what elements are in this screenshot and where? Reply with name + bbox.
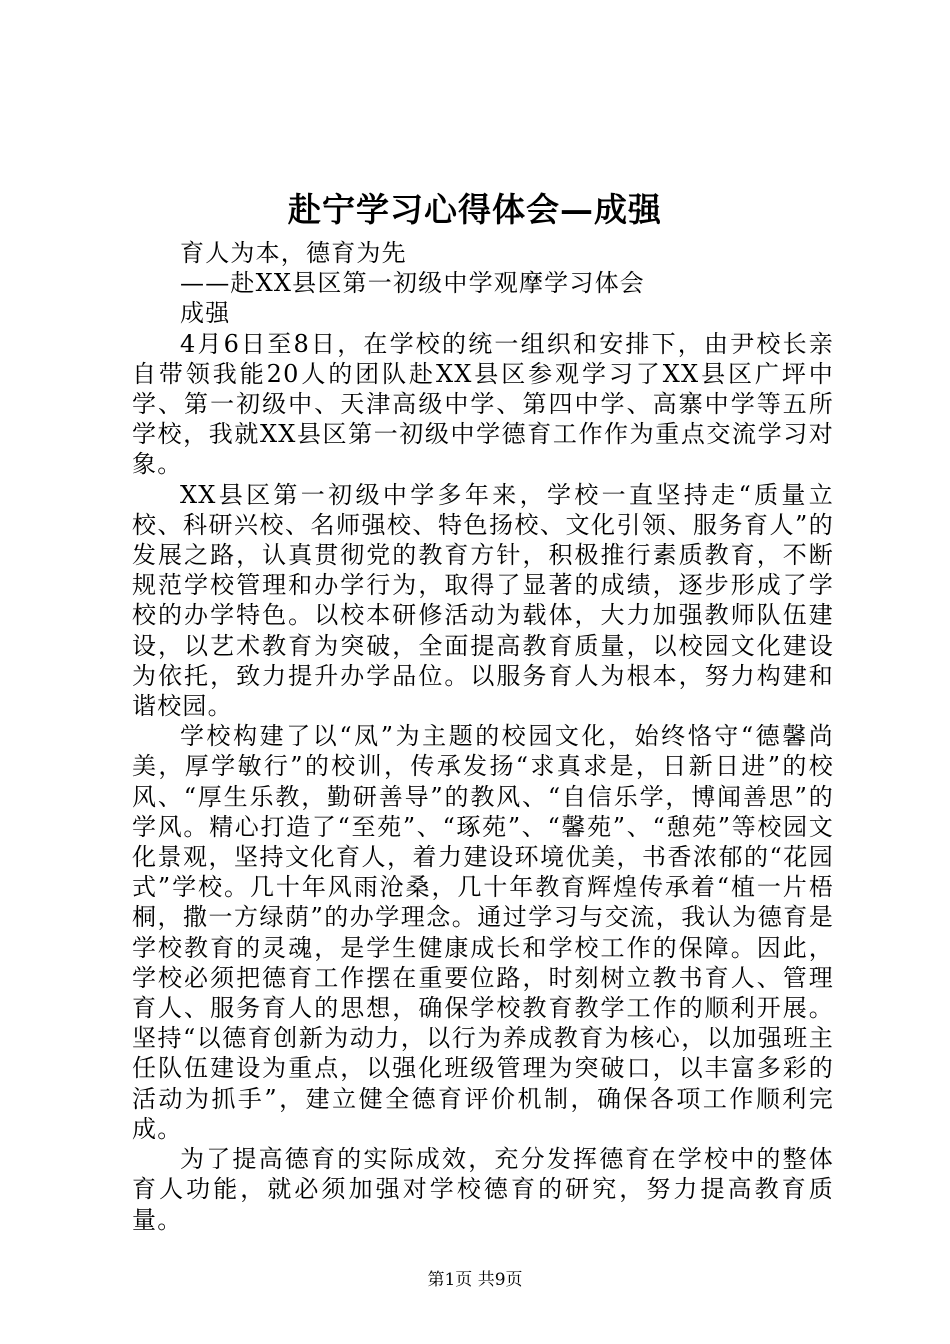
author-line: 成强 xyxy=(180,299,231,328)
document-body xyxy=(132,238,834,1235)
page-indicator: 第1页 共9页 xyxy=(427,1270,523,1290)
body-paragraph: 为了提高德育的实际成效，充分发挥德育在学校中的整体育人功能，就必须加强对学校德育的研究，努力提高教育质量。 xyxy=(132,1145,834,1234)
document-title: 赴宁学习心得体会—成强 xyxy=(288,190,662,229)
subtitle-subline: ——赴XX县区第一初级中学观摩学习体会 xyxy=(180,269,645,298)
body-paragraph: XX县区第一初级中学多年来，学校一直坚持走“质量立校、科研兴校、名师强校、特色扬校、文化引领、服务育人”的发展之路，认真贯彻党的教育方针，积极推行素质教育，不断规范学校管理和办学行为，取得了显著的成绩，逐步形成了学校的办学特色。以校本研修活动为载体，大力加强教师队伍建设，以艺术教育为突破，全面提高教育质量，以校园文化建设为依托，致力提升办学品位。以服务育人为根本，努力构建和谐校园。 xyxy=(132,480,834,721)
body-paragraph: 学校构建了以“凤”为主题的校园文化，始终恪守“德馨尚美，厚学敏行”的校训，传承发扬“求真求是，日新日进”的校风、“厚生乐教，勤研善导”的教风、“自信乐学，博闻善思”的学风。精心打造了“至苑”、“琢苑”、“馨苑”、“憩苑”等校园文化景观，坚持文化育人，着力建设环境优美，书香浓郁的“花园式”学校。几十年风雨沧桑，几十年教育辉煌传承着“植一片梧桐，撒一方绿荫”的办学理念。通过学习与交流，我认为德育是学校教育的灵魂，是学生健康成长和学校工作的保障。因此，学校必须把德育工作摆在重要位路，时刻树立教书育人、管理育人、服务育人的思想，确保学校教育教学工作的顺利开展。坚持“以德育创新为动力，以行为养成教育为核心，以加强班主任队伍建设为重点，以强化班级管理为突破口，以丰富多彩的活动为抓手”，建立健全德育评价机制，确保各项工作顺利完成。 xyxy=(132,722,834,1143)
subtitle-line: 育人为本，德育为先 xyxy=(180,239,407,267)
body-paragraph: 4月6日至8日，在学校的统一组织和安排下，由尹校长亲自带领我能20人的团队赴XX县区参观学习了XX县区广坪中学、第一初级中、天津高级中学、第四中学、高寨中学等五所学校，我就XX县区第一初级中学德育工作作为重点交流学习对象。 xyxy=(132,329,834,479)
